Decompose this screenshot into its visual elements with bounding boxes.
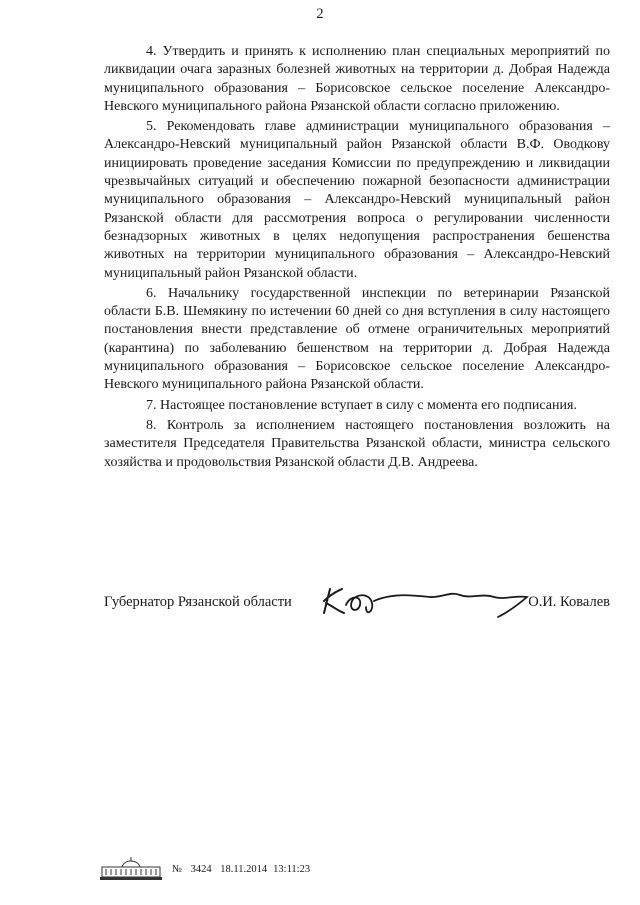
signature-block — [104, 583, 610, 623]
registration-stamp — [172, 864, 316, 875]
registration-number: 3424 — [190, 864, 212, 875]
document-body — [104, 43, 610, 474]
signatory-name: О.И. Ковалев — [528, 594, 610, 610]
page-number: 2 — [316, 6, 324, 22]
paragraph-5: 5. Рекомендовать главе администрации муниципального образования – Александро-Невский муниципальный район Рязанской области В.Ф. Оводкову инициировать проведение заседания Комиссии по предупреждению и ликвидации чрезвычайных ситуаций и обеспечению пожарной безопасности администрации муниципального образования – Александро-Невский муниципальный район Рязанской области для рассмотрения вопроса о регулировании численности безнадзорных животных в целях недопущения распространения бешенства животных на территории муниципального образования – Александро-Невский муниципальный район Рязанской области. — [104, 119, 610, 281]
paragraph-8: 8. Контроль за исполнением настоящего постановления возложить на заместителя Председателя Правительства Рязанской области, министра сельского хозяйства и продовольствия Рязанской области Д.В. Андреева. — [104, 417, 610, 470]
handwritten-signature — [322, 583, 532, 621]
registration-number-mark: № — [172, 864, 183, 875]
building-logo-icon — [100, 855, 162, 881]
paragraph-7: 7. Настоящее постановление вступает в силу с момента его подписания. — [146, 397, 577, 413]
registration-date: 18.11.2014 — [220, 864, 268, 875]
paragraph-6: 6. Начальнику государственной инспекции по ветеринарии Рязанской области Б.В. Шемякину по истечении 60 дней со дня вступления в силу настоящего постановления внести представление об отмене ограничительных мероприятий (карантина) по заболеванию бешенством на территории д. Добрая Надежда муниципального образования – Борисовское сельское поселение Александро-Невского муниципального района Рязанской области. — [104, 285, 610, 393]
signatory-title: Губернатор Рязанской области — [104, 594, 292, 610]
registration-time: 13:11:23 — [273, 864, 311, 875]
paragraph-4: 4. Утвердить и принять к исполнению план специальных мероприятий по ликвидации очага заразных болезней животных на территории д. Добрая Надежда муниципального образования – Борисовское сельское поселение Александро-Невского муниципального района Рязанской области согласно приложению. — [104, 44, 610, 114]
